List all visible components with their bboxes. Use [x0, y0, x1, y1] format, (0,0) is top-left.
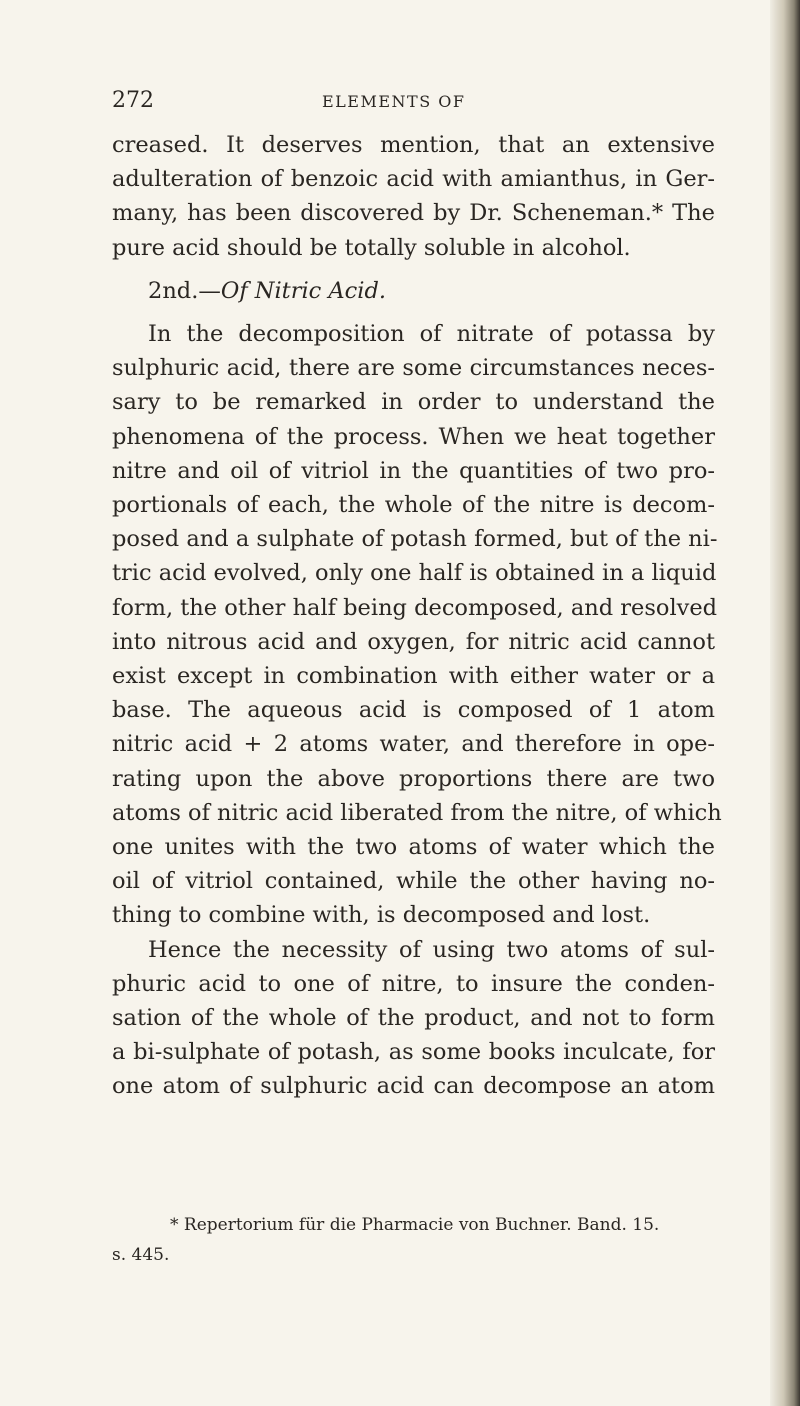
text-line: rating upon the above proportions there are two [112, 765, 715, 792]
paragraph-3 [112, 933, 715, 1104]
text-line: pure acid should be totally soluble in alcohol. [112, 234, 631, 261]
text-line: base. The aqueous acid is composed of 1 atom [112, 697, 715, 724]
section-number: 2nd.— [148, 277, 221, 304]
text-line: form, the other half being decomposed, and resolved [112, 594, 718, 621]
text-line: sary to be remarked in order to understand the [112, 389, 715, 416]
text-line: one unites with the two atoms of water which the [112, 834, 715, 861]
text-line: oil of vitriol contained, while the other having no- [112, 868, 715, 895]
footnote [112, 1210, 715, 1270]
text-line: into nitrous acid and oxygen, for nitric acid cannot [112, 628, 715, 655]
text-line: exist except in combination with either water or a [112, 663, 715, 690]
text-line: phenomena of the process. When we heat together [112, 423, 715, 450]
text-line: nitric acid + 2 atoms water, and therefore in ope- [112, 731, 715, 758]
section-heading [112, 274, 715, 308]
running-title: ELEMENTS OF [322, 92, 466, 111]
text-line: tric acid evolved, only one half is obtained in a liquid [112, 560, 717, 587]
text-line: adulteration of benzoic acid with amianthus, in Ger- [112, 166, 715, 193]
paragraph-2 [112, 317, 722, 933]
text-line: sation of the whole of the product, and not to form [112, 1005, 715, 1032]
footnote-line: * Repertorium für die Pharmacie von Buchner. Band. 15. [170, 1215, 660, 1235]
page-number: 272 [112, 88, 154, 113]
paragraph-1 [112, 128, 715, 265]
text-line: many, has been discovered by Dr. Scheneman.* The [112, 200, 715, 227]
text-line: sulphuric acid, there are some circumstances neces- [112, 355, 715, 382]
text-line: atoms of nitric acid liberated from the nitre, of which [112, 799, 722, 826]
text-line: thing to combine with, is decomposed and lost. [112, 902, 651, 929]
section-title: Of Nitric Acid. [220, 277, 387, 304]
text-line: one atom of sulphuric acid can decompose an atom [112, 1073, 715, 1100]
text-line: phuric acid to one of nitre, to insure the conden- [112, 970, 715, 997]
body-text [112, 128, 722, 1104]
page-edge-shadow [770, 0, 800, 1406]
text-line: a bi-sulphate of potash, as some books inculcate, for [112, 1039, 715, 1066]
text-line: posed and a sulphate of potash formed, but of the ni- [112, 526, 718, 553]
footnote-line: s. 445. [112, 1245, 170, 1265]
text-line: creased. It deserves mention, that an extensive [112, 132, 715, 158]
text-line: In the decomposition of nitrate of potassa by [148, 321, 715, 348]
text-line: nitre and oil of vitriol in the quantities of two pro- [112, 457, 715, 484]
text-line: portionals of each, the whole of the nitre is decom- [112, 492, 715, 519]
text-line: Hence the necessity of using two atoms of sul- [148, 936, 715, 963]
